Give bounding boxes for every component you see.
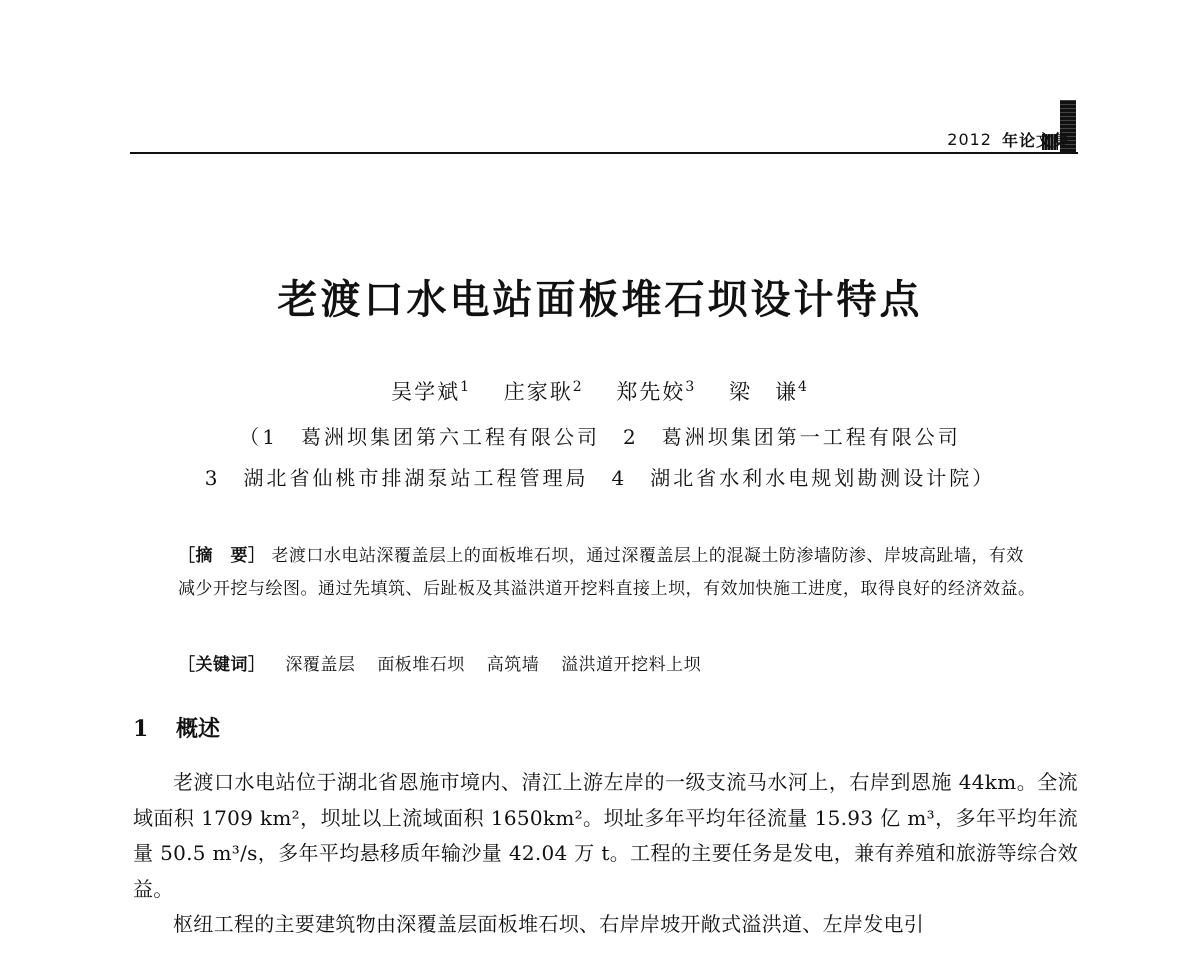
- keywords-label: ［关键词］: [178, 655, 266, 675]
- author: 庄家耿$^2$: [503, 379, 584, 404]
- header-rule: [130, 152, 1078, 154]
- author: 吴学斌$^1$: [391, 379, 472, 404]
- author: 郑先姣$^3$: [616, 379, 697, 404]
- abstract-label: ［摘 要］: [178, 546, 266, 566]
- keyword: 面板堆石坝: [377, 655, 465, 675]
- keywords: [178, 650, 1038, 675]
- keyword: 深覆盖层: [285, 655, 356, 675]
- paragraph: 老渡口水电站位于湖北省恩施市境内、清江上游左岸的一级支流马水河上，右岸到恩施 44km。全流域面积 1709 km²，坝址以上流域面积 1650km²。坝址多年平均年径流量 15.93 亿 m³，多年平均年流量 50.5 m³/s，多年平均悬移质年输沙量 42.04 万 t。工程的主要任务是发电，兼有养殖和旅游等综合效益。: [133, 770, 1078, 901]
- paper-title: 老渡口水电站面板堆石坝设计特点: [277, 276, 923, 323]
- section-title: 概述: [175, 716, 220, 742]
- affiliation-line-1: （1 葛洲坝集团第六工程有限公司 2 葛洲坝集团第一工程有限公司: [239, 425, 961, 449]
- keyword: 高筑墙: [486, 655, 540, 675]
- section-heading: [133, 712, 220, 743]
- author-list: [0, 376, 1200, 406]
- abstract-text: 老渡口水电站深覆盖层上的面板堆石坝，通过深覆盖层上的混凝土防渗墙防渗、岸坡高趾墙，有效减少开挖与绘图。通过先填筑、后趾板及其溢洪道开挖料直接上坝，有效加快施工进度，取得良好的经济效益。: [178, 546, 1036, 599]
- body-text: [133, 765, 1078, 943]
- author: 梁 谦$^4$: [728, 379, 809, 404]
- header-year: 2012: [947, 130, 992, 149]
- abstract: [178, 540, 1038, 606]
- running-header: [947, 128, 1070, 151]
- paragraph: 枢纽工程的主要建筑物由深覆盖层面板堆石坝、右岸岸坡开敞式溢洪道、左岸发电引: [173, 912, 925, 936]
- header-collection: 年论文集: [1001, 131, 1070, 150]
- affiliation-line-2: 3 湖北省仙桃市排湖泵站工程管理局 4 湖北省水利水电规划勘测设计院）: [204, 466, 996, 490]
- keyword: 溢洪道开挖料上坝: [561, 655, 702, 675]
- section-number: 1: [133, 716, 149, 742]
